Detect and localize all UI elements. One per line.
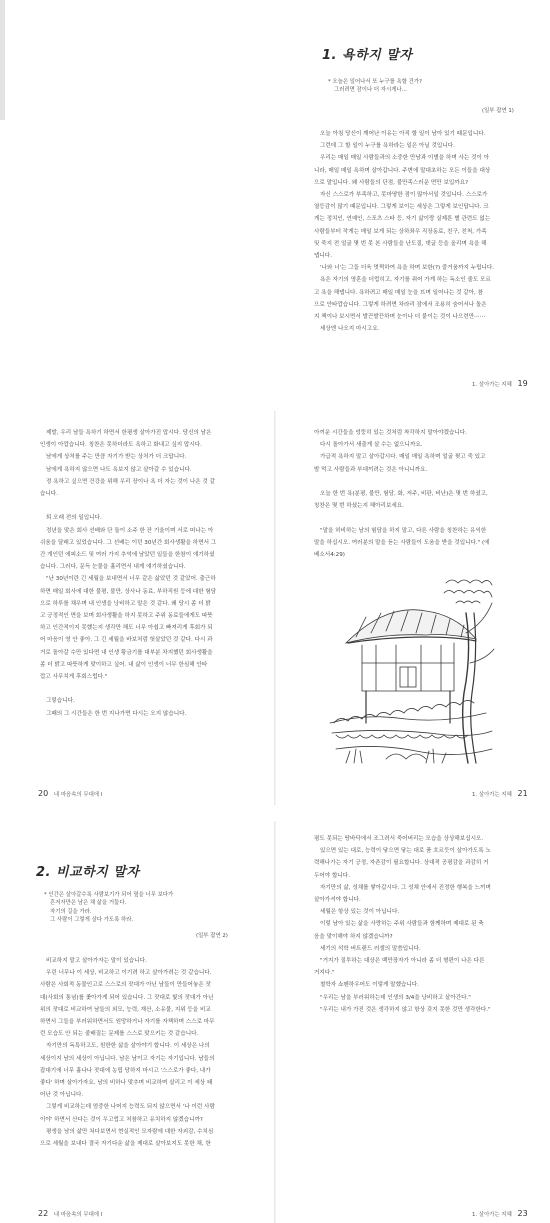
body-text [314, 427, 512, 561]
paragraph-gap [40, 683, 238, 695]
quote-line: * 인간은 살아갈수록 사람보기가 되어 옆을 너무 보다가 [44, 892, 174, 898]
quote-line: 그 사람이 그렇게 살다 가도록 하라. [50, 917, 134, 924]
text-line: 그렇습니다. [46, 698, 75, 705]
text-line: 정년을 맞은 회사 선배와 단 둘이 소주 한 잔 기울이며 서로 떠나는 아 [46, 527, 214, 534]
text-line: 니라, 매일 매일 욕하며 살아갑니다. 주변에 말대초하는 모든 이들을 대상 [314, 167, 491, 174]
text-line: 이야' 하면서 산다는 것이 우고럽고 처참하고 유치하지 않겠습니까? [40, 1116, 203, 1123]
text-line: 거지다." [314, 970, 335, 977]
text-line: 좀 더 밝고 따뜻하게 맞이하고 싶어. 내 삶이 인생이 너무 한심해 안타 [40, 661, 208, 668]
text-line: 좋다' 하며 살아가자요. 남의 비하나 맞추며 비교하며 살리고 이 세상 태 [40, 1080, 213, 1087]
page-number: 22 [38, 1209, 49, 1218]
text-line: 남에게 욕하지 않으면 나도 욕보지 않고 살아갈 수 있습니다. [46, 466, 192, 473]
text-line: 자기만의 독특하고도, 원한한 삶을 살아야기 합니다. 이 세상은 나의 [46, 1043, 210, 1050]
paragraph-gap [314, 512, 512, 524]
page-21 [276, 411, 550, 805]
text-line: 우린 너무나 이 세상, 비교하고 이기려 하고 살아가려는 것 같습니다. [46, 970, 212, 977]
page-edge [0, 0, 5, 120]
body-text [40, 427, 238, 720]
quote-source: (일부 잡연 1) [482, 108, 514, 114]
text-line: 으로 세월을 보내다 결국 자기다운 삶을 제대로 살아보지도 못한 채, 한 [40, 1141, 211, 1148]
page-folio [472, 1209, 528, 1218]
text-line: 게는 정치인, 연예인, 스포츠 스타 등, 자기 삶이랑 실제론 별 관련도 없는 [314, 216, 491, 223]
page-22 [0, 821, 274, 1223]
text-line: 하고 인간적이지 못했는지 생각만 해도 너무 아쉽고 빠져리게 후회가 되 [40, 625, 213, 632]
text-line: "거지가 질투하는 대상은 백만장자가 아니라 좀 더 형편이 나은 다른 [320, 958, 485, 965]
text-line: 열등감이 많기 때문입니다. 그렇게 보이는 세상은 그렇게 보인답니다. 크 [314, 204, 489, 211]
text-line: 있으면 있는 대로, 능력이 닿으면 닿는 대로 품 흐르듯이 살아가도록 노 [320, 848, 491, 855]
text-line: 오늘 한 번 욕(분평, 불만, 험담, 화, 저주, 비판, 비난)은 몇 번 하셨고, [320, 491, 488, 497]
text-line: 세기의 석학 버트랜드 러셀의 말씀입니다. [320, 945, 421, 952]
text-line: 세상이지 남의 세상이 아닙니다. 남은 남이고 자기는 자기입니다. 남들의 [40, 1055, 215, 1062]
text-line: 대(사회의 통념)를 좇아가게 되어 있습니다. 그 잣대로 빛의 잣대가 아닌 [40, 994, 214, 1001]
quote-line: 흔저자만은 남은 채 삶을 거둡다. [50, 900, 127, 907]
text-line: 잡대기에 너무 흘나나 잣대에 농립 당하지 마시고 '스스로가 좋다, 내가 [40, 1067, 211, 1074]
text-line: 욕은 자기의 영혼을 더럽히고, 자기를 쥐어 가게 하는 독소인 줄도 모르 [320, 277, 491, 284]
text-line: 인생이 아깝습니다. 칭찬은 못하더라도 욕하고 화내고 싶지 맙시다. [40, 442, 202, 449]
text-line: 그때의 그 시간들은 한 번 지나가면 다시는 오지 않습니다. [46, 710, 187, 717]
text-line: 칭찬은 몇 번 하셨는지 헤아리보세요. [314, 503, 404, 510]
text-line: "말을 허비하는 남의 험담을 하지 말고, 다른 사람을 칭찬하는 유익한 [320, 527, 487, 534]
chapter-title: 1. 욕하지 말자 [322, 48, 413, 63]
text-line: 세월은 항상 있는 것이 아닙니다. [320, 909, 400, 916]
epigraph-quote [328, 78, 422, 95]
text-line: 비교하지 말고 살아가자는 말이 있습니다. [46, 958, 147, 964]
text-line: 력해나가는 자기 긍정, 자존감이 필요합니다. 상대적 공평감을 과감히 거 [314, 860, 489, 867]
text-line: 베소서4:29) [314, 552, 345, 558]
page-number: 21 [517, 789, 528, 798]
running-head: 1. 살아가는 지혜 [472, 1212, 512, 1218]
running-head: 내 마음속의 무대에 I [53, 792, 103, 798]
text-line: 그런데 그 할 일이 누구를 욕하라는 일은 아닐 것입니다. [320, 143, 455, 150]
text-line: 고 욕을 해댑니다. 욕하려고 매일 매일 눈을 뜨며 일어나는 것 같아, 참 [314, 289, 484, 296]
body-text [314, 128, 510, 335]
text-line: 오늘 아침 당신이 깨어난 이유는 아직 할 일이 남아 있기 때문입니다. [320, 131, 486, 137]
paragraph-gap [314, 476, 512, 488]
text-line: 살아가셔야 합니다. [314, 897, 361, 904]
text-line: 자기만의 삶, 성채를 쌓아갑시다. 그 성채 안에서 진정한 행복을 느끼며 [320, 884, 491, 891]
page-number: 23 [517, 1209, 528, 1218]
text-line: 지 책이나 보시면서 발끈발끈하며 눈이나 더 붙이는 것이 나으련만⋯⋯ [314, 314, 486, 321]
running-head: 내 마음속의 무대에 I [53, 1212, 103, 1218]
text-line: "우리는 내가 가진 것은 생각하지 않고 항상 갖지 못한 것만 생각한다." [320, 1006, 491, 1013]
text-line: 으로 말입니다. 왜 사람들의 단점, 불만족스러운 면만 보입까요? [314, 179, 469, 186]
body-text [314, 833, 512, 1016]
quote-source: (일부 잡연 2) [196, 933, 228, 939]
page-number: 20 [38, 789, 49, 798]
page-folio [38, 789, 102, 798]
text-line: 런 모습도 안 되는 줄배질는 문제를 스스로 맞으키는 것 같습니다. [40, 1031, 199, 1038]
text-line: "우리는 남을 부러워하는데 인생의 3/4을 낭비하고 살아간다." [320, 994, 471, 1001]
text-line: 제발, 우리 남들 욕하기 하면서 한평생 살아가진 맙시다. 당신의 남은 [46, 430, 212, 436]
running-head: 1. 살아가는 지혜 [472, 792, 512, 798]
text-line: 거로 돌아갈 수만 있다면 내 인생 황금기를 대부분 차지했던 회사생활을 [40, 649, 213, 656]
text-line: 음을 맞이해야 하지 않겠습니까? [314, 933, 393, 940]
text-line: 남에게 상처를 주는 만큼 자기가 받는 상처가 더 크답니다. [46, 454, 187, 461]
text-line: 아끼운 시간들을 엉뚱히 있는 것처럼 착각하지 말아야겠습니다. [314, 430, 467, 436]
page-23 [276, 821, 550, 1223]
text-line: 퇴 오래 전의 일입니다. [46, 515, 102, 522]
text-line: 평도 못되는 땅바닥에서 조그려서 죽어버리는 모습을 상상해보십시오. [314, 836, 484, 842]
text-line: 철학자 쇼펜하우어도 이렇게 말했습니다. [320, 982, 419, 989]
text-line: 간 개인던 에피소드 및 여러 가지 추억에 남았던 일들을 한참이 얘기하셨 [40, 552, 215, 559]
text-line: 밤 먹고 사람들과 부대끼려는 것은 아니니까요. [314, 466, 428, 473]
text-line: 습니다. 그러다, 문득 눈물을 흘리면서 내게 얘기하셨습니다. [40, 564, 186, 571]
text-line: 위의 잣대로 비교하여 남들의 외모, 능력, 재산, 소유물, 지위 등을 비교 [40, 1006, 211, 1013]
text-line: 세상엔 나오지 마시고요. [320, 326, 380, 333]
text-line: 사람들부터 작게는 매일 보게 되는 상하좌우 직장동료, 친구, 친척, 가족 [314, 228, 487, 235]
text-line: '나와 너'는 그들 더욱 멋쩍하여 욕을 하며 보한(?) 즐거움까지 누립니다. [320, 265, 495, 272]
text-line: 댑니다. [314, 253, 332, 260]
paragraph-gap [40, 500, 238, 512]
text-line: 및 죽지 전 얼굴 몇 번 못 본 사람들을 난도질, 댓글 등을 올리며 욕을 해 [314, 240, 487, 247]
text-line: 하면서 그들을 부러워하면서도 원망하거나 자기를 자책하며 스스로 마무 [40, 1019, 215, 1026]
quote-line: * 오늘은 일어나서 또 누구를 욕할 건가? [328, 79, 422, 85]
text-line: 정 욕하고 싶으면 건강을 위해 우리 장이나 욕 더 자는 것이 나은 것 같 [46, 478, 216, 485]
text-line: 으로 하루를 채우며 내 인생을 낭비하고 말은 것 같다. 왜 당시 좀 더 밝 [40, 600, 211, 607]
page-19 [276, 0, 550, 395]
spread-3 [0, 821, 550, 1223]
quote-line: 자기의 길을 가라. [50, 908, 92, 915]
running-head: 1. 살아가는 지혜 [472, 382, 512, 388]
page-folio [472, 379, 528, 388]
page-folio [38, 1209, 102, 1218]
text-line: "난 30년이란 긴 세월을 보내면서 너무 같은 삶았던 것 같았어. 출근하 [46, 576, 216, 583]
text-line: 으로 안타깝습니다. 그렇게 하려면 차라리 잠에서 조용히 숨어서나 돌은 [314, 301, 487, 308]
body-text [40, 955, 238, 1150]
text-line: 자신 스스로가 부족하고, 못마땅한 점이 많아서일 것입니다. 스스로가 [320, 192, 488, 199]
text-line: 우리는 매일 매일 사람들과의 소중한 만남과 이별을 하며 사는 것이 아 [320, 155, 490, 162]
text-line: 이렇 남아 있는 삶을 사랑하는 주위 사람들과 함께하며 제대로 된 축 [320, 921, 484, 928]
spread-2 [0, 411, 550, 805]
page-number: 19 [517, 379, 528, 388]
text-line: 다시 돌아가서 새출게 살 수는 없으니까요. [320, 442, 423, 449]
text-line: 하면 매일 회사에 대한 불평, 불만, 상사나 동료, 부하직원 등에 대한 험담 [40, 588, 217, 595]
text-line: 고 긍정적인 면을 보며 회사생활을 하지 못하고 주위 동료들에게도 따뜻 [40, 613, 213, 620]
text-line: 쉬움을 달래고 있었습니다. 그 선배는 이던 30년간 회사생활을 하면서 그 [40, 539, 217, 546]
page-folio [472, 789, 528, 798]
text-line: 사람은 사회적 동물인고로 스스로의 잣대가 아닌 남들이 만들어놓은 잣 [40, 982, 211, 989]
text-line: 어 마음이 영 안 좋아. 그 긴 세월을 바보처럼 헛살았던 것 같다. 다시 과 [40, 637, 213, 644]
text-line: 그렇게 비교하는데 엄중한 나머지 능력도 되지 않으면서 '나 이런 사람 [46, 1104, 215, 1111]
text-line: 어난 것 아닙니다. [40, 1092, 84, 1099]
epigraph-quote [44, 891, 173, 925]
text-line: 가급적 욕하지 말고 살아갑시다. 매일 매일 욕하며 얼굴 찢고 죽 있고 [320, 454, 486, 461]
quote-line: 그러려면 잠이나 더 자시게나... [334, 87, 407, 94]
page-20 [0, 411, 274, 805]
text-line: 깝고 사무치게 후회스럽다." [40, 674, 108, 681]
spread-1 [0, 0, 550, 395]
text-line: 평생을 남의 삶만 쳐다보면서 현실적인 모자람에 대한 자괴감, 수치심 [46, 1128, 214, 1135]
chapter-title: 2. 비교하지 말자 [36, 865, 140, 880]
text-line: 습니다. [40, 491, 58, 498]
text-line: 말을 하십시오. 여러분의 말을 듣는 사람들이 도움을 받을 것입니다." (에 [314, 539, 490, 546]
text-line: 두어야 합니다. [314, 872, 350, 879]
cottage-illustration [326, 573, 496, 773]
